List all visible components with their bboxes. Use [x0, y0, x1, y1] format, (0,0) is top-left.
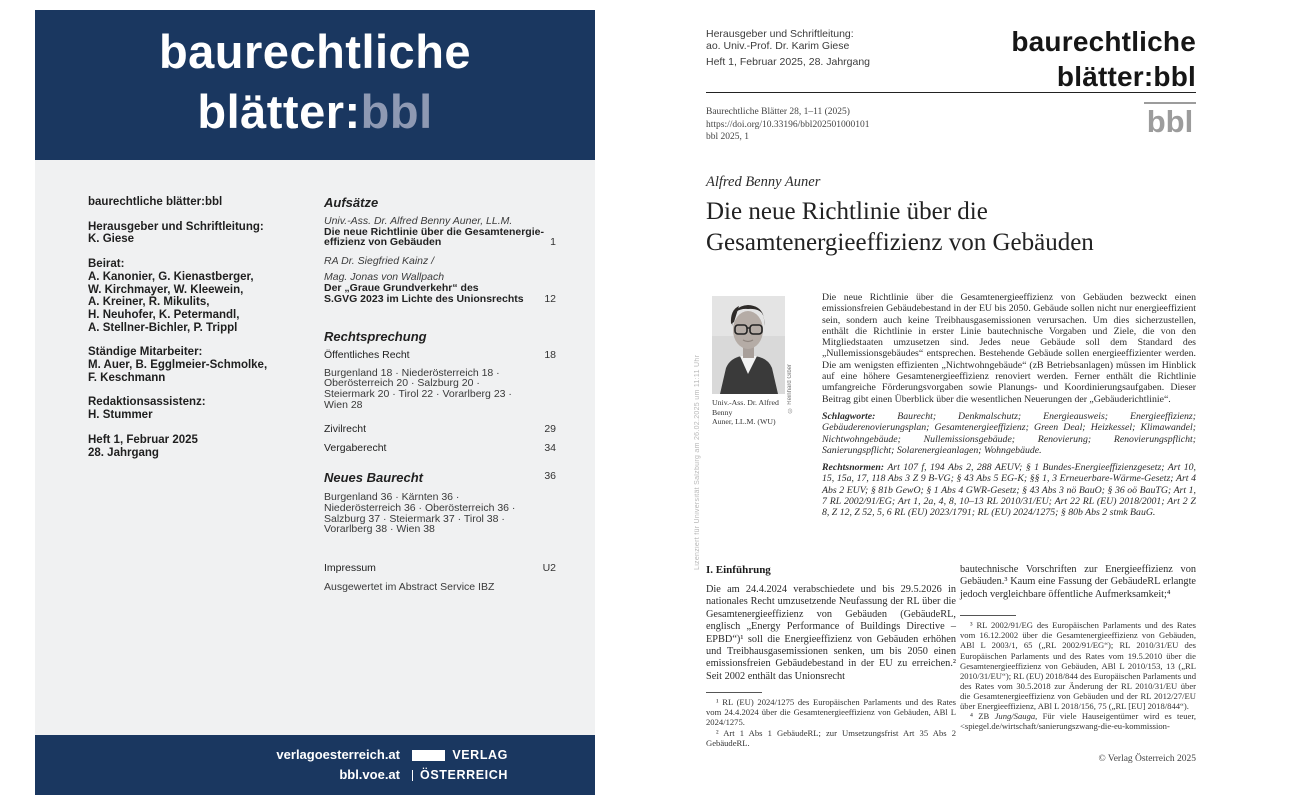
doi-link[interactable]: https://doi.org/10.33196/bbl202501000101: [706, 119, 870, 130]
legal-norms-paragraph: [822, 462, 1196, 518]
cover-info-column: [88, 196, 320, 735]
editor-label: Herausgeber und Schriftleitung:: [88, 220, 264, 233]
publisher-urls: [276, 745, 400, 785]
article-masthead-line2: blätter:bbl: [1056, 61, 1196, 92]
footnote-separator: [960, 615, 1016, 616]
citation-block: [706, 106, 869, 144]
staff-label: Ständige Mitarbeiter:: [88, 346, 203, 359]
article-editor-label: Herausgeber und Schriftleitung:: [706, 28, 854, 40]
footnote-4: [960, 711, 1196, 731]
journal-name: baurechtliche blätter:bbl: [88, 196, 223, 208]
board-line: A. Kanonier, G. Kienastberger,: [88, 270, 254, 283]
cover-page: [35, 10, 595, 795]
toc-region-line: Niederösterreich 36 · Oberösterreich 36 ·: [324, 501, 516, 514]
toc-region-line: Burgenland 18 · Niederösterreich 18 ·: [324, 366, 500, 379]
photo-credit: © Reinhard Giber: [787, 364, 793, 413]
toc-item-row: [324, 294, 556, 305]
masthead-bbl-accent: bbl: [360, 85, 433, 138]
board-line: H. Neuhofer, K. Petermandl,: [88, 308, 240, 321]
toc-region-line: Wien 28: [324, 398, 363, 411]
toc-item-title: Der „Graue Grundverkehr“ des: [324, 281, 479, 294]
copyright-notice: © Verlag Österreich 2025: [1098, 754, 1196, 764]
toc-item-row: [324, 237, 556, 248]
staff-line: F. Keschmann: [88, 371, 166, 384]
board-line: A. Kreiner, R. Mikulits,: [88, 296, 210, 309]
photo-caption-line: Univ.-Ass. Dr. Alfred Benny: [712, 398, 779, 417]
license-watermark: Lizenziert für Universität Salzburg am 26.02.2025 um 11:11 Uhr: [694, 354, 701, 570]
toc-page-number: 34: [544, 441, 556, 454]
norms-text: Art 107 f, 194 Abs 2, 288 AEUV; § 1 Bundes-Energieeffizienzgesetz; Art 10, 15, 15a, 17, 118 Abs 3 Z 9 B-VG; § 43 Abs 5 EG-K; §§ 1, 3 Erneuerbare-Wärme-Gesetz; Art 4 Abs 2 EUV; § 81b GewO; § 1 Abs 4 GWR-Gesetz; § 43 Abs 3 nö BauO; § 36 oö BauTG; Art 1, 7 RL 2002/91/EG; Art 1, 2a, 4, 8, 10–13 RL 2010/31/EU; Art 22 RL (EU) 2018/2001; Art 2 Z 8, Z 12, Z 52, 5, 6 RL (EU) 2023/1791; RL (EU) 2024/1275; § 80b Abs 2 stmk BauG.: [822, 462, 1196, 519]
toc-region-line: Burgenland 36 · Kärnten 36 ·: [324, 491, 460, 504]
article-masthead-line1: baurechtliche: [1011, 26, 1196, 57]
toc-item-row: [324, 563, 556, 574]
toc-page-number: U2: [542, 561, 556, 574]
toc-impressum-label: Impressum: [324, 561, 376, 574]
toc-section-row: [324, 471, 556, 485]
cover-footer: [35, 735, 595, 795]
article-intro-block: [822, 292, 1196, 519]
publisher-word-oesterreich: ÖSTERREICH: [420, 768, 508, 782]
footnote-2: ² Art 1 Abs 1 GebäudeRL; zur Umsetzungsfrist Art 35 Abs 2 GebäudeRL.: [706, 727, 956, 748]
toc-item-author: Mag. Jonas von Wallpach: [324, 271, 445, 284]
toc-region-line: Salzburg 37 · Steiermark 37 · Tirol 38 ·: [324, 512, 505, 525]
citation-line: Baurechtliche Blätter 28, 1–11 (2025): [706, 107, 850, 117]
footnote-3: ³ RL 2002/91/EG des Europäischen Parlaments und des Rates vom 16.12.2002 über die Gesamtenergieeffizienz von Gebäuden, ABl L 2003/1, 65 („RL 2002/91/EG“); RL 2010/31/EU des Europäischen Parlaments und des Rates vom 19.5.2010 über die Gesamtenergieeffizienz von Gebäuden, ABl L 2010/153, 13 („RL 2010/31/EU“); RL (EU) 2018/844 des Europäischen Parlaments und des Rates vom 30.5.2018 zur Änderung der RL 2010/31/EU über die Gesamtenergieeffizienz von Gebäuden und der RL 2012/27/EU über Energieeffizienz, ABl L 2018/156, 75 („RL [EU] 2018/844“).: [960, 620, 1196, 711]
article-editor-name: ao. Univ.-Prof. Dr. Karim Giese: [706, 40, 850, 52]
article-masthead: [1011, 24, 1196, 94]
keywords-text: Baurecht; Denkmalschutz; Energieausweis; Energieeffizienz; Gebäuderenovierungsplan; Gesamtenergieeffizienz; Green Deal; Heizkessel; Klimawandel; Nichtwohngebäude; Nullemissionsgebäude; Renovierung; Renovierungspflicht; Sanierungspflicht; Solarenergieanlagen; Wohngebäude.: [822, 410, 1196, 456]
article-issue-line: Heft 1, Februar 2025, 28. Jahrgang: [706, 56, 871, 68]
toc-item-row: [324, 443, 556, 454]
body-paragraph: bautechnische Vorschriften zur Energieeffizienz von Gebäuden.³ Kaum eine Fassung der GebäudeRL erlangte jedoch vergleichbare öffentliche Aufmerksamkeit;⁴: [960, 564, 1196, 600]
toc-item-title: S.GVG 2023 im Lichte des Unionsrechts: [324, 292, 524, 305]
toc-abstract-note: Ausgewertet im Abstract Service IBZ: [324, 581, 495, 594]
article-header-left: [706, 28, 870, 68]
photo-caption-line: Auner, LL.M. (WU): [712, 417, 776, 426]
bbl-logo: bbl: [1144, 102, 1196, 140]
toc-item-label: Öffentliches Recht: [324, 349, 410, 362]
staff-block: [88, 346, 320, 384]
toc-section-neues-baurecht: Neues Baurecht: [324, 470, 423, 486]
keywords-label: Schlagworte:: [822, 410, 876, 422]
body-column-left: [706, 564, 956, 748]
cover-masthead: [35, 10, 595, 160]
article-title: Die neue Richtlinie über die Gesamtenergieeffizienz von Gebäuden: [706, 198, 1094, 256]
cover-body: [35, 160, 595, 735]
photo-caption: [712, 398, 785, 427]
keywords-paragraph: [822, 411, 1196, 456]
citation-short: bbl 2025, 1: [706, 132, 750, 142]
toc-item-title: Die neue Richtlinie über die Gesamtenergie-: [324, 225, 544, 238]
toc-page-number: 29: [544, 423, 556, 436]
footnote-1: ¹ RL (EU) 2024/1275 des Europäischen Parlaments und des Rates vom 24.4.2024 über die Gesamtenergieeffizienz von Gebäuden, ABl L 2024/1275.: [706, 697, 956, 728]
abstract-paragraph: Die neue Richtlinie über die Gesamtenergieeffizienz von Gebäuden bezweckt einen emissionsfreien Gebäudebestand in der EU bis 2050. Gebäude sollen nicht nur energieeffizient sein, sondern auch keine Treibhausgasemissionen verursachen. Um dies sicherzustellen, enthält die Richtlinie in erster Linie bautechnische Vorgaben und Ziele, die von den Mitgliedstaaten umzusetzen sind. Jedes neue Gebäude soll dem Standard des „Nullemissionsgebäudes“ entsprechen. Bestehende Gebäude sollen energieeffizienter werden. Die am wenigsten effizienten „Nichtwohngebäude“ (zB Betriebsanlagen) müssen im Hinblick auf eine höhere Gesamtenergieeffizienz renoviert werden. Ferner enthält die Richtlinie umfangreiche Förderungsvorgaben sowie Planungs- und Koordinierungsaufgaben. Dieser Beitrag gibt einen Überblick über die wesentlichen Neuerungen der „Gebäuderichtlinie“.: [822, 292, 1196, 405]
masthead-line1: baurechtliche: [158, 25, 472, 78]
toc-region-line: Vorarlberg 38 · Wien 38: [324, 523, 435, 536]
assistant-name: H. Stummer: [88, 409, 153, 422]
issue-block: [88, 434, 320, 459]
journal-url-link[interactable]: bbl.voe.at: [339, 767, 400, 782]
toc-item-row: [324, 424, 556, 435]
footnotes-left: [706, 692, 956, 747]
logo-bar-icon: [412, 750, 445, 761]
table-of-contents: [324, 196, 556, 735]
body-column-right: [960, 564, 1196, 731]
body-paragraph: Die am 24.4.2024 verabschiedete und bis 29.5.2026 in nationales Recht umzusetzende Neufassung der RL über die Gesamtenergieeffizienz von Gebäuden (GebäudeRL, englisch „Energy Performance of Buildings Directive – EPBD“)¹ soll die Energieeffizienz von Gebäuden erhöhen und Treibhausgasemissionen senken, um bis 2050 einen emissionsfreien Gebäudebestand in der EU zu erreichen.² Seit 2002 enthält das Unionsrecht: [706, 584, 956, 682]
toc-item-row: [324, 350, 556, 361]
editor-block: [88, 221, 320, 246]
toc-section-aufsaetze: Aufsätze: [324, 195, 379, 210]
toc-region-line: Oberösterreich 20 · Salzburg 20 ·: [324, 377, 480, 390]
toc-item-label: Vergaberecht: [324, 441, 387, 454]
toc-section-rechtsprechung: Rechtsprechung: [324, 329, 427, 345]
spiegel-link[interactable]: , Für viele Hauseigentümer wird es teuer, <spiegel.de/wirtschaft/sanierungszwang-die-eu-kommission-: [960, 711, 1196, 732]
masthead-line2: [35, 82, 595, 142]
article-author: Alfred Benny Auner: [706, 174, 821, 190]
assistant-label: Redaktionsassistenz:: [88, 396, 206, 409]
editor-name: K. Giese: [88, 233, 135, 246]
section-heading-einfuehrung: I. Einführung: [706, 564, 771, 576]
toc-page-number: 12: [544, 292, 556, 305]
publisher-word-verlag: VERLAG: [452, 748, 508, 762]
assistant-block: [88, 396, 320, 421]
staff-line: M. Auer, B. Egglmeier-Schmolke,: [88, 359, 268, 372]
article-page: [706, 24, 1196, 794]
norms-label: Rechtsnormen:: [822, 462, 885, 474]
toc-region-line: Steiermark 20 · Tirol 22 · Vorarlberg 23 ·: [324, 387, 512, 400]
toc-item-title: effizienz von Gebäuden: [324, 236, 442, 249]
board-line: W. Kirchmayer, W. Kleewein,: [88, 283, 244, 296]
board-line: A. Stellner-Bichler, P. Trippl: [88, 321, 238, 334]
volume-number: 28. Jahrgang: [88, 446, 159, 459]
footnote-separator: [706, 692, 762, 693]
toc-item-author: Univ.-Ass. Dr. Alfred Benny Auner, LL.M.: [324, 215, 513, 227]
board-label: Beirat:: [88, 258, 125, 271]
toc-page-number: 36: [544, 470, 556, 483]
issue-number: Heft 1, Februar 2025: [88, 433, 198, 446]
masthead-blaetter: blätter:: [197, 85, 361, 138]
footnote-4-authors: Jung/Sauga: [994, 711, 1036, 722]
author-photo-block: [712, 296, 793, 427]
toc-page-number: 18: [544, 349, 556, 362]
toc-item-label: Zivilrecht: [324, 423, 367, 436]
verlag-oesterreich-logo: [412, 745, 508, 785]
toc-page-number: 1: [550, 236, 556, 249]
publisher-url-link[interactable]: verlagoesterreich.at: [276, 747, 400, 762]
footnote-4-text: ⁴ ZB: [970, 711, 995, 722]
header-divider: [706, 92, 1196, 93]
author-portrait-photo: [712, 296, 785, 394]
footnotes-right: [960, 615, 1196, 731]
toc-item-author: RA Dr. Siegfried Kainz /: [324, 254, 435, 267]
board-block: [88, 258, 320, 334]
logo-bar-icon: [412, 770, 413, 781]
